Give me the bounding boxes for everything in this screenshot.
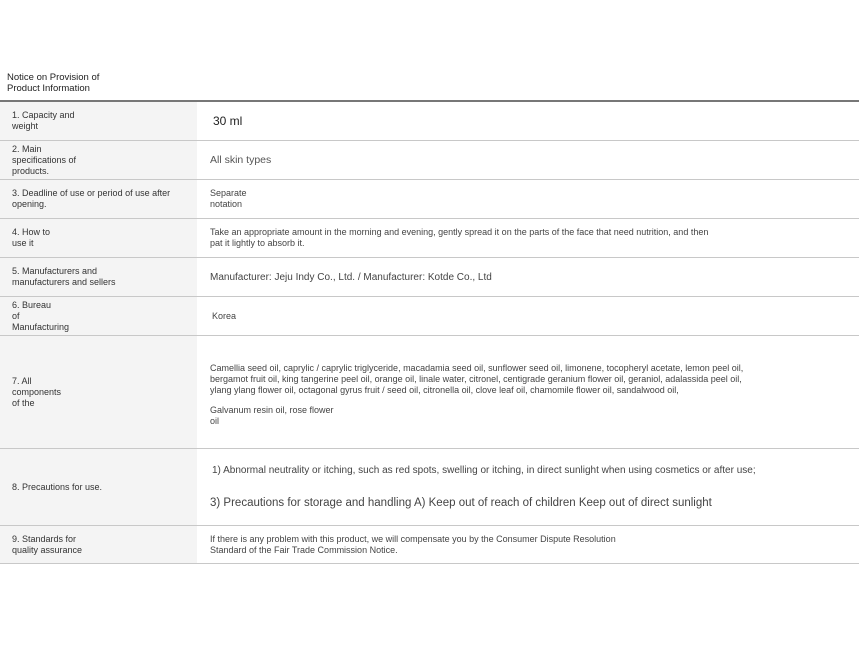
spacer bbox=[210, 476, 839, 498]
value-line: All skin types bbox=[210, 153, 272, 166]
label-line: use it bbox=[12, 238, 34, 248]
label-line: 4. How to bbox=[12, 227, 51, 237]
table-row-how-to-use bbox=[0, 219, 859, 258]
value-line: Separate bbox=[210, 188, 247, 198]
label-line: of bbox=[12, 310, 20, 321]
value-line: oil bbox=[210, 416, 220, 426]
label-line: 3. Deadline of use or period of use after bbox=[12, 188, 171, 198]
table-row-precautions bbox=[0, 449, 859, 526]
row-label bbox=[0, 219, 197, 257]
value-line: Standard of the Fair Trade Commission Notice. bbox=[210, 544, 398, 555]
label-line: 5. Manufacturers and bbox=[12, 266, 98, 276]
label-line: of the bbox=[12, 397, 35, 408]
row-value bbox=[197, 258, 859, 296]
row-label bbox=[0, 449, 197, 525]
label-line: quality assurance bbox=[12, 544, 83, 555]
row-label bbox=[0, 258, 197, 296]
row-label bbox=[0, 180, 197, 218]
table-row-capacity bbox=[0, 102, 859, 141]
row-label bbox=[0, 141, 197, 179]
row-value bbox=[197, 219, 859, 257]
value-line: Galvanum resin oil, rose flower bbox=[210, 405, 334, 415]
row-label bbox=[0, 297, 197, 335]
table-row-quality-assurance bbox=[0, 526, 859, 564]
value-line: 3) Precautions for storage and handling A) Keep out of reach of children Keep out of direct sunlight bbox=[210, 497, 712, 509]
row-value bbox=[197, 102, 859, 140]
label-line: 6. Bureau bbox=[12, 299, 52, 310]
label-line: opening. bbox=[12, 199, 47, 209]
row-label bbox=[0, 336, 197, 448]
row-value bbox=[197, 297, 859, 335]
value-line: Camellia seed oil, caprylic / caprylic triglyceride, macadamia seed oil, sunflower seed oil, limonene, tocopheryl acetate, lemon peel oil, bbox=[210, 363, 744, 373]
spacer bbox=[210, 396, 839, 405]
label-line: 2. Main bbox=[12, 143, 42, 154]
notice-title bbox=[7, 72, 127, 94]
value-line: ylang ylang flower oil, octagonal gyrus fruit / seed oil, citronella oil, clove leaf oil, chamomile flower oil, sandalwood oil, bbox=[210, 385, 679, 395]
notice-title-line: Notice on Provision of bbox=[7, 72, 100, 83]
row-value bbox=[197, 449, 859, 525]
label-line: 1. Capacity and bbox=[12, 110, 75, 120]
label-line: components bbox=[12, 386, 62, 397]
notice-title-line: Product Information bbox=[7, 83, 90, 94]
row-value bbox=[197, 180, 859, 218]
value-line: notation bbox=[210, 199, 243, 209]
label-line: manufacturers and sellers bbox=[12, 277, 116, 287]
row-value bbox=[197, 526, 859, 563]
value-line: Manufacturer: Jeju Indy Co., Ltd. / Manufacturer: Kotde Co., Ltd bbox=[210, 271, 492, 283]
label-line: products. bbox=[12, 165, 50, 176]
table-row-manufacturers bbox=[0, 258, 859, 297]
value-line: pat it lightly to absorb it. bbox=[210, 238, 305, 248]
row-label bbox=[0, 526, 197, 563]
label-line: Manufacturing bbox=[12, 321, 70, 332]
label-line: 7. All bbox=[12, 375, 32, 386]
value-line: 1) Abnormal neutrality or itching, such as red spots, swelling or itching, in direct sunlight when using cosmetics or after use; bbox=[212, 465, 756, 476]
value-line: Take an appropriate amount in the morning and evening, gently spread it on the parts of the face that need nutrition, and then bbox=[210, 227, 709, 237]
value-line: Korea bbox=[212, 310, 237, 321]
product-info-table bbox=[0, 100, 859, 564]
table-row-components bbox=[0, 336, 859, 449]
table-row-country bbox=[0, 297, 859, 336]
value-line: 30 ml bbox=[213, 113, 243, 128]
row-value bbox=[197, 141, 859, 179]
value-line: If there is any problem with this product, we will compensate you by the Consumer Dispute Resolution bbox=[210, 533, 616, 544]
label-line: 9. Standards for bbox=[12, 533, 77, 544]
label-line: weight bbox=[12, 121, 39, 131]
label-line: specifications of bbox=[12, 154, 77, 165]
table-row-specifications bbox=[0, 141, 859, 180]
row-label bbox=[0, 102, 197, 140]
value-line: bergamot fruit oil, king tangerine peel oil, orange oil, linale water, citronel, centigrade geranium flower oil, geraniol, adalassida peel oil, bbox=[210, 374, 742, 384]
label-line: 8. Precautions for use. bbox=[12, 481, 103, 492]
row-value bbox=[197, 336, 859, 448]
table-row-deadline bbox=[0, 180, 859, 219]
